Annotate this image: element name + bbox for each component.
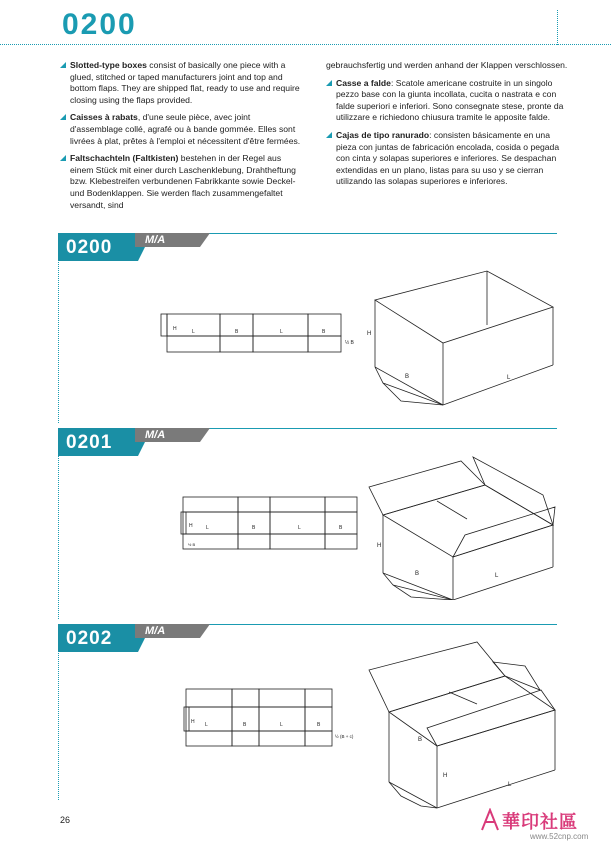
section-rule xyxy=(190,624,557,625)
title-edge-dots xyxy=(557,10,558,45)
bullet-triangle-icon xyxy=(60,155,66,161)
intro-para-fr xyxy=(70,112,302,147)
bullet-triangle-icon xyxy=(326,132,332,138)
box-drawing-0201 xyxy=(365,455,560,600)
watermark-logo-icon xyxy=(480,808,500,832)
intro-right-column xyxy=(326,60,568,194)
box-label-h: H xyxy=(367,331,372,337)
section-code: 0201 xyxy=(58,428,138,456)
flat-layout-0202 xyxy=(183,688,368,750)
section-tag: M/A xyxy=(135,233,200,247)
flat-layout-0201 xyxy=(180,494,375,556)
intro-left-column xyxy=(60,60,302,217)
flat-label-h: H xyxy=(173,326,177,332)
intro-para-it xyxy=(336,78,568,124)
box-drawing-0202 xyxy=(365,640,560,810)
section-edge-dots xyxy=(58,454,59,619)
box-label-h: H xyxy=(443,773,448,779)
flat-label-b1: B xyxy=(235,329,239,335)
section-code: 0200 xyxy=(58,233,138,261)
text-es: : consisten básicamente en una pieza con juntas de fabricación encolada, cosida o pegada con cinta y solapas superiores e inferiores. Se despachan extendidas en un plano, listas para su uso y se cierran utilizando las solapas superiores e inferiores. xyxy=(336,129,560,187)
intro-para-de xyxy=(70,153,302,211)
flap-note: ½ B xyxy=(188,542,196,547)
flat-label-l2: L xyxy=(280,329,283,335)
box-label-l: L xyxy=(508,782,512,788)
box-drawing-0200 xyxy=(365,265,560,410)
flat-label-l2: L xyxy=(280,722,283,728)
section-code: 0202 xyxy=(58,624,138,652)
flat-label-b1: B xyxy=(252,525,256,531)
box-label-l: L xyxy=(507,375,511,381)
section-tag: M/A xyxy=(135,624,200,638)
section-rule xyxy=(190,233,557,234)
box-label-b: B xyxy=(418,737,423,743)
flat-layout-0200 xyxy=(160,310,360,362)
section-edge-dots xyxy=(58,650,59,800)
bullet-triangle-icon xyxy=(326,80,332,86)
flat-label-h: H xyxy=(191,719,195,725)
flat-label-l1: L xyxy=(206,525,209,531)
term-es: Cajas de tipo ranurado xyxy=(336,129,430,140)
flat-label-l1: L xyxy=(192,329,195,335)
watermark-text: 華印社區 xyxy=(502,812,578,832)
section-tag: M/A xyxy=(135,428,200,442)
flap-note: ½ (B + c) xyxy=(335,734,354,739)
intro-para-de-cont: gebrauchsfertig und werden anhand der Klappen verschlossen. xyxy=(326,60,568,70)
term-de: Faltschachteln (Faltkisten) xyxy=(70,153,179,164)
term-en: Slotted-type boxes xyxy=(70,60,147,70)
text-de: bestehen in der Regel aus einem Stück mit einer durch Laschenklebung, Drahtheftung bzw. Klebestreifen verbundenen Fabrikkante sowie Deckel- und Bodenklappen. Sie werden flach zusammengefaltet versandt, sind xyxy=(70,153,296,210)
box-label-h: H xyxy=(377,543,382,549)
text-en: consist of basically one piece with a glued, stitched or taped manufacturers joint and top and bottom flaps. They are shipped flat, ready to use and require closing using the flaps provided. xyxy=(70,60,300,105)
section-edge-dots xyxy=(58,258,59,423)
page-title: 0200 xyxy=(62,8,137,41)
intro-para-en xyxy=(70,60,302,106)
title-rule xyxy=(0,44,611,45)
term-it: Casse a falde xyxy=(336,77,391,88)
flat-label-b2: B xyxy=(317,722,321,728)
term-fr: Caisses à rabats xyxy=(70,112,138,123)
flat-label-b2: B xyxy=(322,329,326,335)
bullet-triangle-icon xyxy=(60,62,66,68)
text-fr: , d'une seule pièce, avec joint d'assemblage collé, agrafé ou à bande gommée. Elles sont livrées à plat, prêtes à l'emploi et nécessitent d'être fermées. xyxy=(70,112,301,146)
box-label-b: B xyxy=(405,374,410,380)
box-label-l: L xyxy=(495,573,499,579)
page-number: 26 xyxy=(60,815,71,825)
section-rule xyxy=(190,428,557,429)
box-label-b: B xyxy=(415,571,420,577)
flap-note: ½ B xyxy=(345,340,354,346)
text-it: : Scatole americane costruite in un singolo pezzo base con la giunta incollata, cucita o nastrata e con falde superiori e inferiori. Sono consegnate stese, pronte da utilizzare e richiedono chiusura tramite le apposite falde. xyxy=(336,77,564,123)
flat-label-b1: B xyxy=(243,722,247,728)
flat-label-l1: L xyxy=(205,722,208,728)
flat-label-h: H xyxy=(189,523,193,529)
watermark-url: www.52cnp.com xyxy=(530,832,589,841)
flat-label-b2: B xyxy=(339,525,343,531)
bullet-triangle-icon xyxy=(60,114,66,120)
watermark xyxy=(480,806,610,846)
intro-para-es xyxy=(336,130,568,188)
flat-label-l2: L xyxy=(298,525,301,531)
